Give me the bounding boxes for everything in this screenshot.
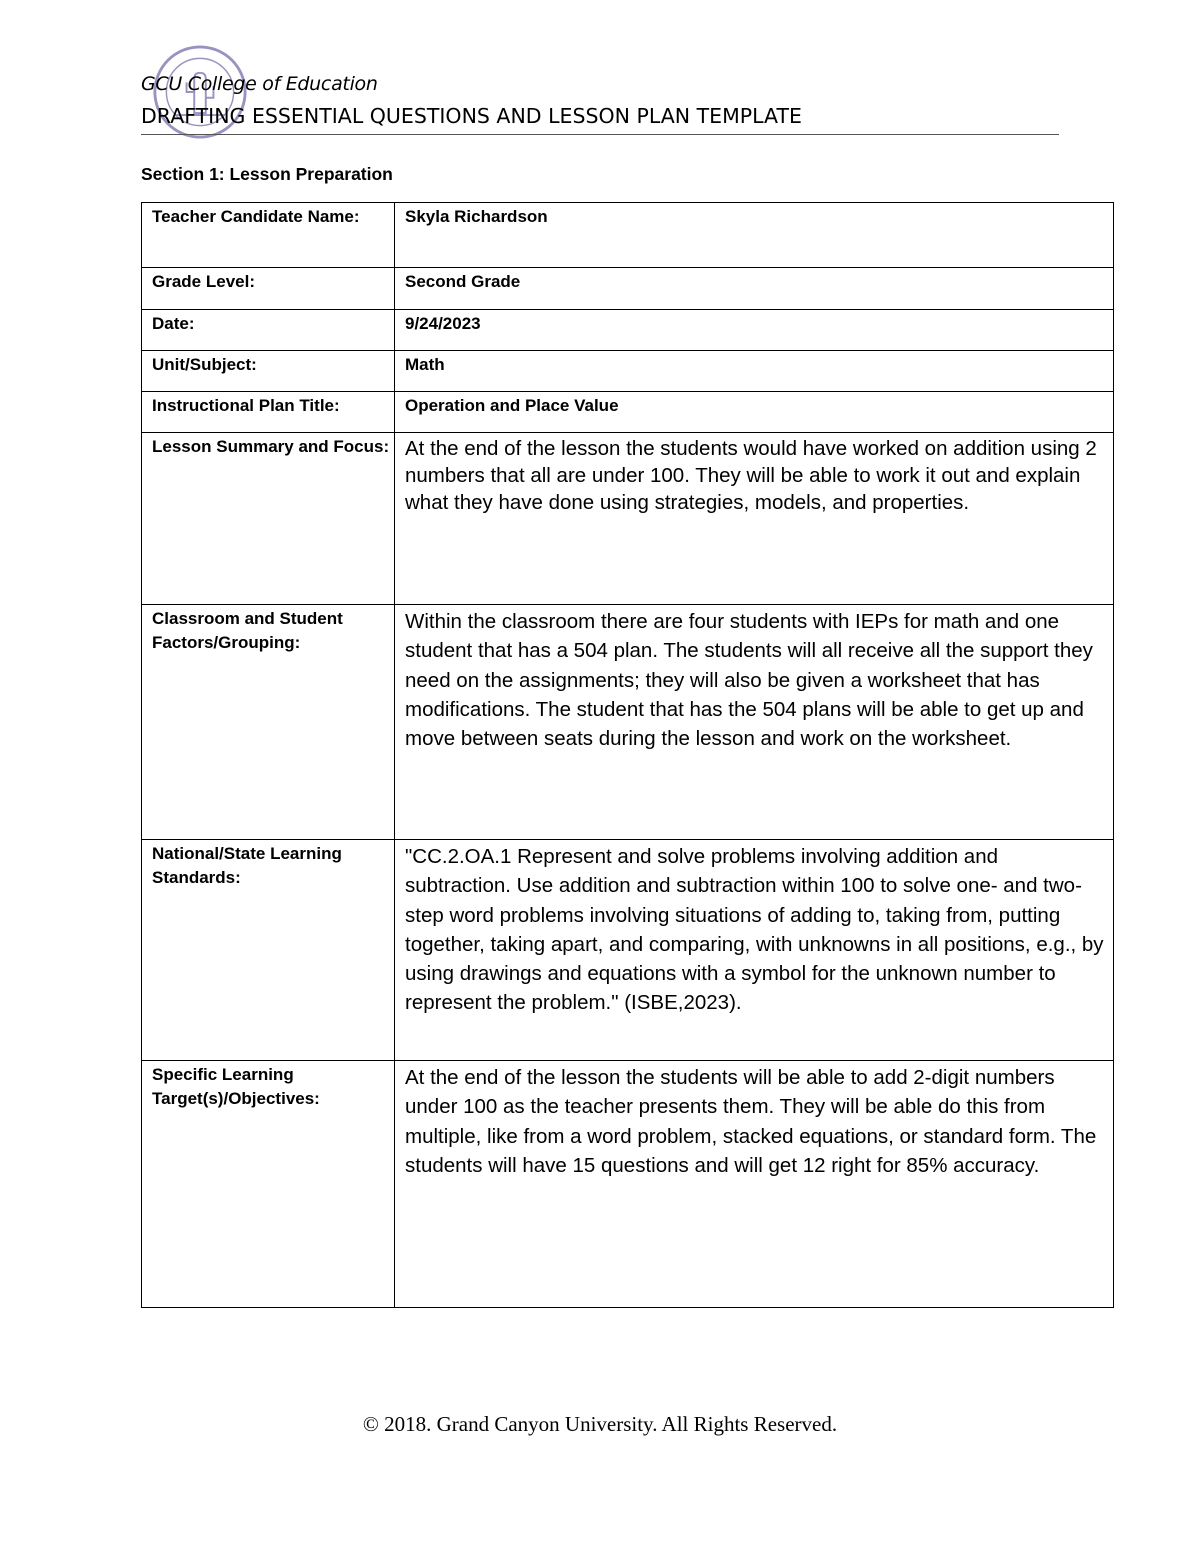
row-value-teacher-name: Skyla Richardson [395, 203, 1114, 268]
table-row [142, 605, 1114, 840]
row-value-plan-title: Operation and Place Value [395, 392, 1114, 433]
row-value-classroom-factors: Within the classroom there are four students with IEPs for math and one student that has a 504 plan. The students will all receive all the support they need on the assignments; they will also be given a worksheet that has modifications. The student that has the 504 plans will be able to get up and move between seats during the lesson and work on the worksheet. [395, 605, 1114, 840]
row-value-learning-objectives: At the end of the lesson the students will be able to add 2-digit numbers under 100 as the teacher presents them. They will be able do this from multiple, like from a word problem, stacked equations, or standard form. The students will have 15 questions and will get 12 right for 85% accuracy. [395, 1061, 1114, 1308]
row-value-date: 9/24/2023 [395, 310, 1114, 351]
row-label-grade-level: Grade Level: [142, 268, 395, 310]
table-row [142, 268, 1114, 310]
lesson-preparation-table [141, 202, 1114, 1308]
row-label-unit-subject: Unit/Subject: [142, 351, 395, 392]
row-label-classroom-factors: Classroom and Student Factors/Grouping: [142, 605, 395, 840]
row-label-date: Date: [142, 310, 395, 351]
row-value-lesson-summary: At the end of the lesson the students would have worked on addition using 2 numbers that all are under 100. They will be able to work it out and explain what they have done using strategies, models, and properties. [395, 433, 1114, 605]
table-row [142, 392, 1114, 433]
section-title: Section 1: Lesson Preparation [141, 164, 393, 184]
row-value-unit-subject: Math [395, 351, 1114, 392]
row-label-learning-standards: National/State Learning Standards: [142, 840, 395, 1061]
template-title: DRAFTING ESSENTIAL QUESTIONS AND LESSON PLAN TEMPLATE [141, 104, 802, 128]
row-value-learning-standards: "CC.2.OA.1 Represent and solve problems involving addition and subtraction. Use addition and subtraction within 100 to solve one- and two-step word problems involving situations of adding to, taking from, putting together, taking apart, and comparing, with unknowns in all positions, e.g., by using drawings and equations with a symbol for the unknown number to represent the problem." (ISBE,2023). [395, 840, 1114, 1061]
header-divider [141, 134, 1059, 135]
row-label-teacher-name: Teacher Candidate Name: [142, 203, 395, 268]
college-name: GCU College of Education [141, 73, 378, 95]
row-value-grade-level: Second Grade [395, 268, 1114, 310]
row-label-lesson-summary: Lesson Summary and Focus: [142, 433, 395, 605]
table-row [142, 1061, 1114, 1308]
copyright-footer: © 2018. Grand Canyon University. All Rights Reserved. [362, 1412, 838, 1436]
row-label-learning-objectives: Specific Learning Target(s)/Objectives: [142, 1061, 395, 1308]
table-row [142, 310, 1114, 351]
table-row [142, 840, 1114, 1061]
table-row [142, 351, 1114, 392]
row-label-plan-title: Instructional Plan Title: [142, 392, 395, 433]
table-row [142, 203, 1114, 268]
table-row [142, 433, 1114, 605]
